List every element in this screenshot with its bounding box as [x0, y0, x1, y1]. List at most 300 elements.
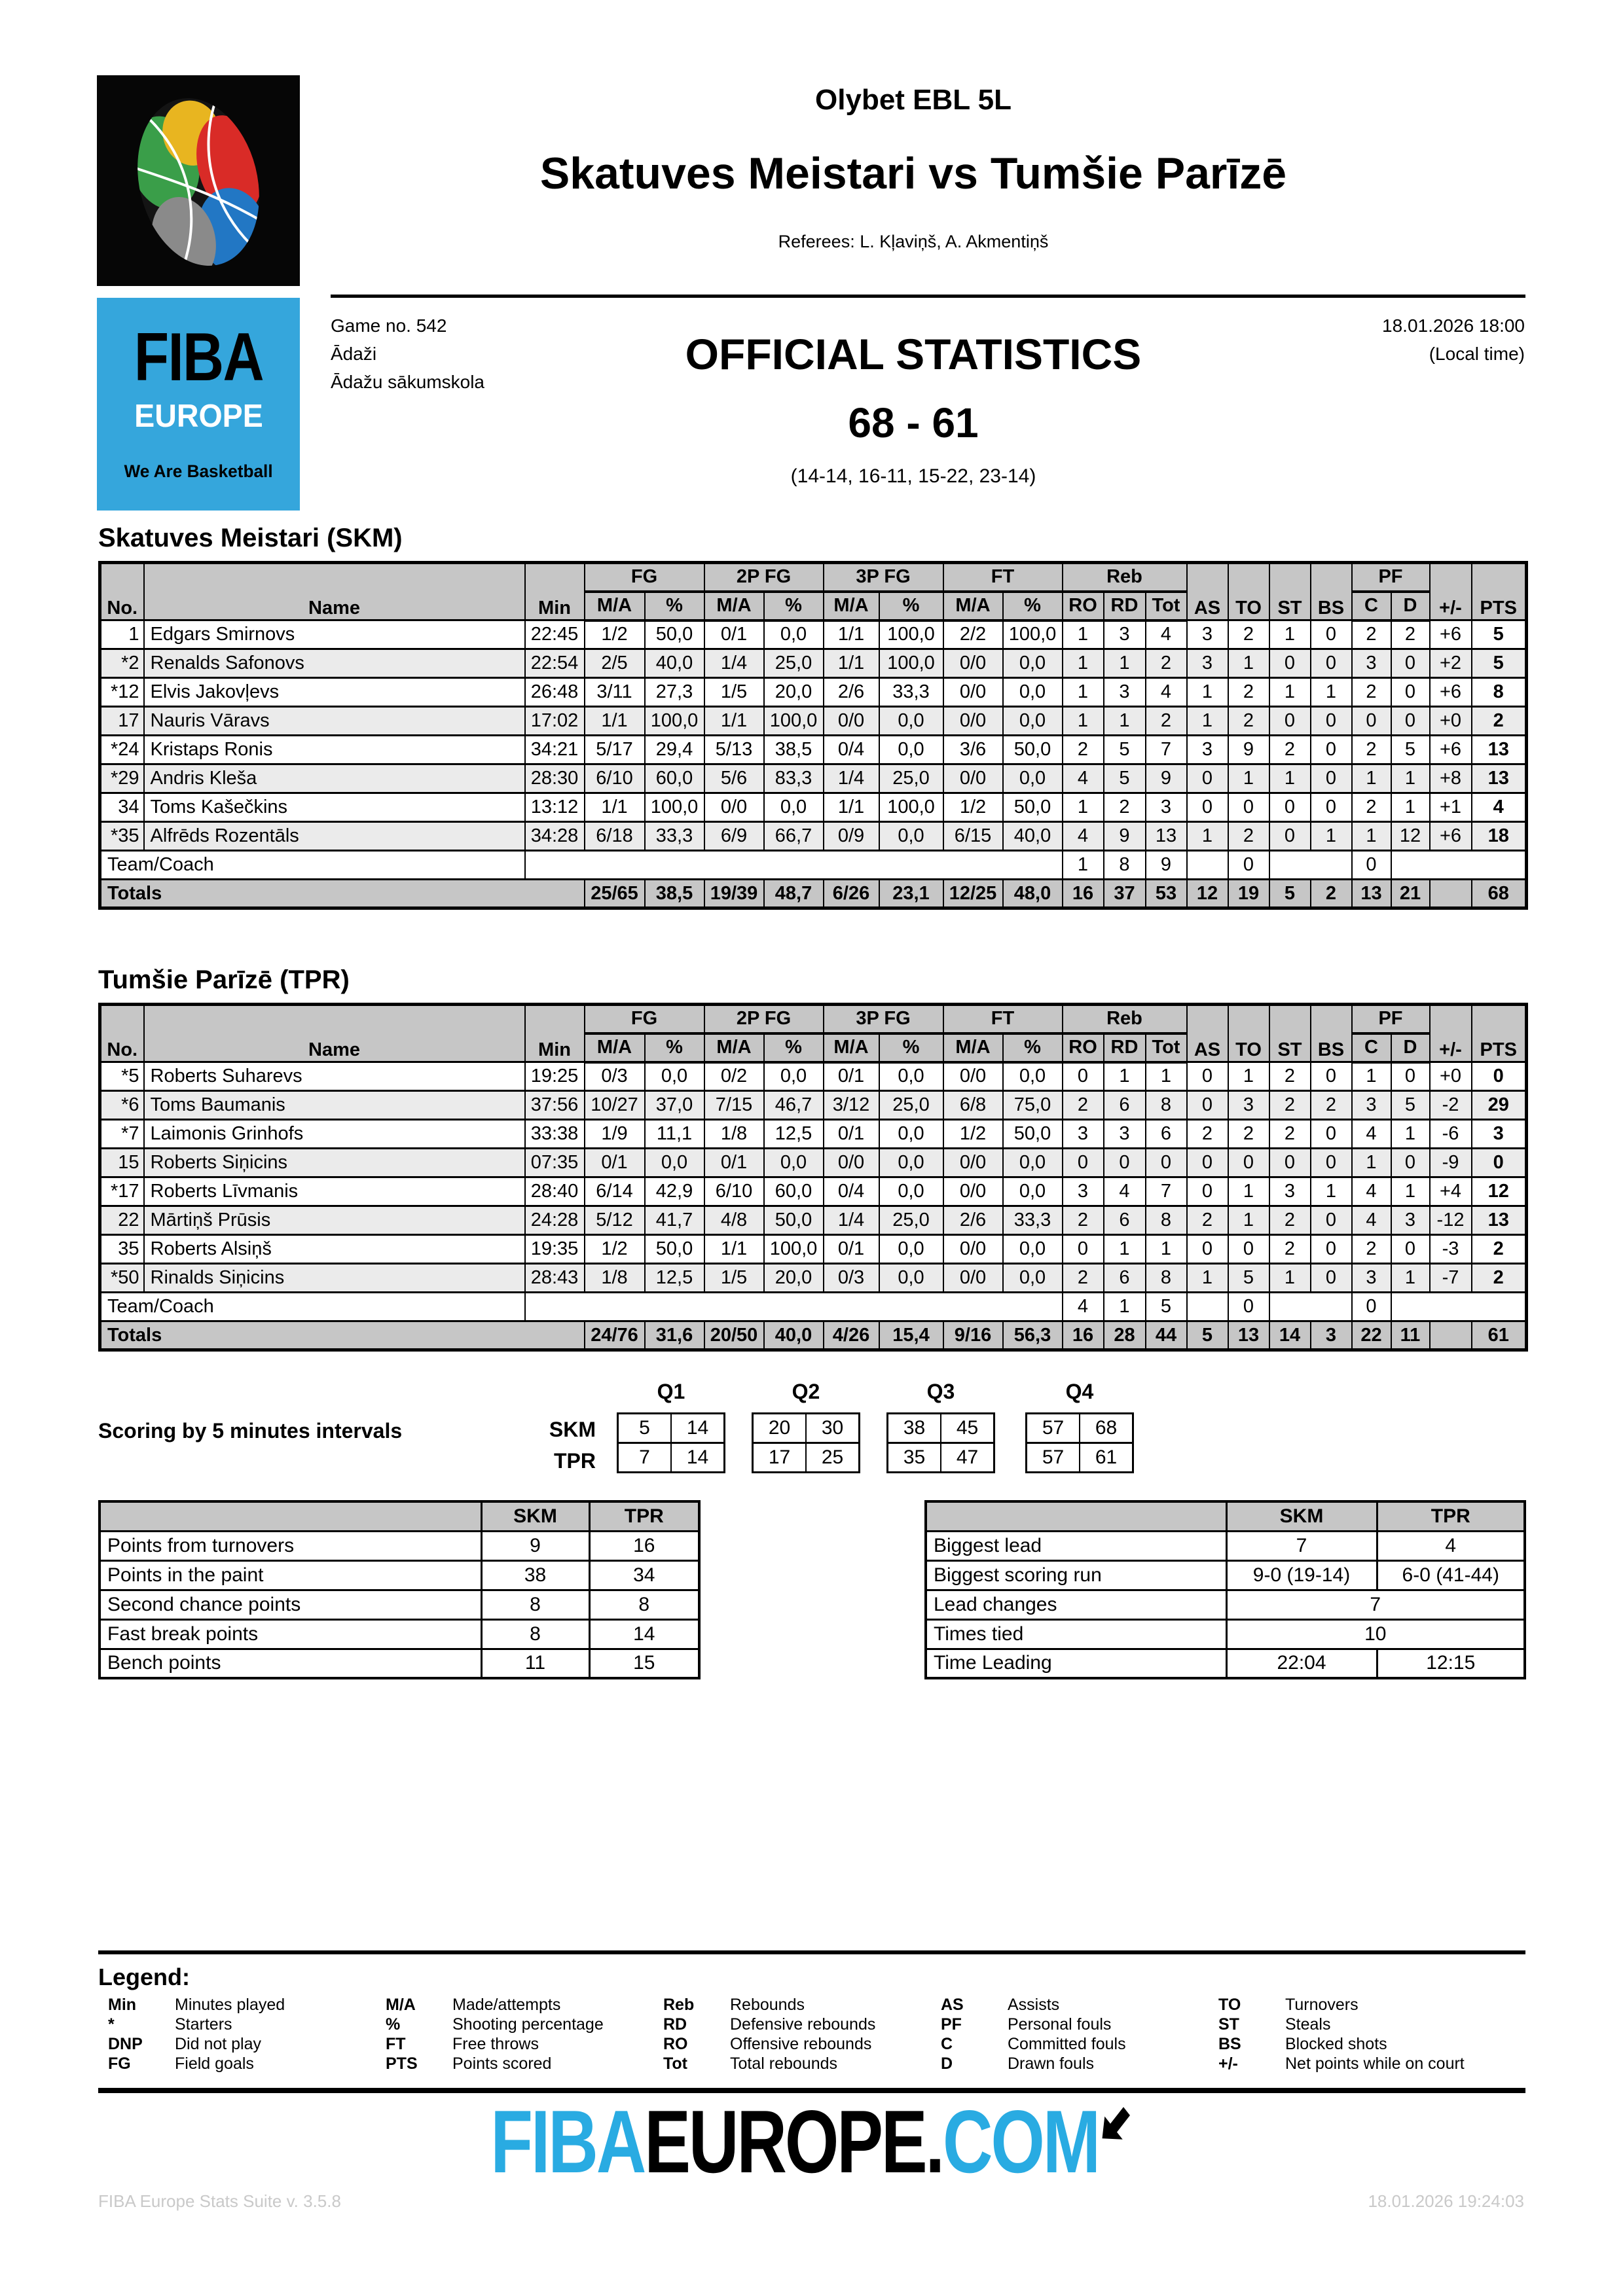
- legend-item: [1218, 2034, 1496, 2054]
- stat-cell: 0: [1187, 1149, 1228, 1177]
- group-3pfg: 3P FG: [824, 1005, 943, 1033]
- stat-cell: 2: [1269, 1235, 1311, 1264]
- stat-cell: 0: [1311, 736, 1352, 764]
- stat-cell: 0: [1311, 764, 1352, 793]
- legend-item: [663, 2015, 941, 2034]
- stat-cell: 1/4: [704, 649, 764, 678]
- stat-cell: 1: [1391, 1177, 1430, 1206]
- stat-cell: 22: [1352, 1321, 1391, 1350]
- stat-cell: 4: [1104, 1177, 1146, 1206]
- stat-cell: 07:35: [525, 1149, 585, 1177]
- stat-cell: 3: [1104, 1120, 1146, 1149]
- stat-cell: 13: [1472, 1206, 1527, 1235]
- legend-item: [108, 2034, 386, 2054]
- legend-item: [663, 2034, 941, 2054]
- legend-definition: Net points while on court: [1285, 2054, 1465, 2073]
- stat-cell: 1/9: [585, 1120, 645, 1149]
- matchup-title: Skatuves Meistari vs Tumšie Parīzē: [539, 149, 1287, 198]
- stat-cell: 1/2: [943, 793, 1003, 822]
- stat-cell: 0,0: [1003, 649, 1063, 678]
- stat-cell: 6: [1146, 1120, 1187, 1149]
- stat-cell: 48,0: [1003, 880, 1063, 908]
- stat-cell: 3/6: [943, 736, 1003, 764]
- stat-cell: 3: [1269, 1177, 1311, 1206]
- col-pct: %: [645, 592, 704, 620]
- summary-row: [100, 1531, 699, 1560]
- stat-cell: 6: [1104, 1091, 1146, 1120]
- skm-quarter-scores: [1025, 1412, 1134, 1444]
- stat-cell: +6: [1430, 822, 1472, 851]
- stat-cell: [1187, 1293, 1228, 1321]
- stat-cell: 0/9: [824, 822, 879, 851]
- stat-cell: 21: [1391, 880, 1430, 908]
- fiba-logo-text: FIBA: [134, 319, 263, 395]
- stat-cell: 0: [1228, 793, 1269, 822]
- stat-cell: 50,0: [1003, 1120, 1063, 1149]
- legend-abbr: PTS: [386, 2054, 418, 2073]
- stat-cell: 27,3: [645, 678, 704, 707]
- col-st: ST: [1269, 563, 1311, 620]
- stat-cell: 11,1: [645, 1120, 704, 1149]
- stat-cell: 0: [1187, 1235, 1228, 1264]
- stat-cell: 25,0: [879, 1206, 943, 1235]
- summary-label: Bench points: [100, 1649, 481, 1678]
- stat-cell: 13: [1228, 1321, 1269, 1350]
- stat-cell: 4: [1352, 1120, 1391, 1149]
- stat-cell: 0: [1391, 649, 1430, 678]
- col-tot: Tot: [1146, 592, 1187, 620]
- stat-cell: 2: [1352, 678, 1391, 707]
- stat-cell: 0,0: [879, 1177, 943, 1206]
- stat-cell: 3: [1063, 1177, 1104, 1206]
- stat-cell: 2: [1352, 736, 1391, 764]
- legend-column: [1218, 1995, 1496, 2073]
- legend-definition: Free throws: [452, 2034, 539, 2053]
- stat-cell: 0/4: [824, 1177, 879, 1206]
- stat-cell: 2: [1228, 707, 1269, 736]
- player-row: [100, 764, 1527, 793]
- score-cell: 7: [639, 1446, 650, 1468]
- stat-cell: 0: [1063, 1235, 1104, 1264]
- stat-cell: 5: [1104, 736, 1146, 764]
- tpr-value: 4: [1377, 1531, 1525, 1560]
- stat-cell: 0: [1063, 1149, 1104, 1177]
- stat-cell: 46,7: [764, 1091, 824, 1120]
- stat-cell: 9: [1146, 851, 1187, 880]
- col-bs: BS: [1311, 1005, 1352, 1062]
- player-name: Nauris Vāravs: [144, 707, 525, 736]
- stat-cell: 0/0: [943, 764, 1003, 793]
- player-row: [100, 793, 1527, 822]
- stat-cell: 1: [1391, 764, 1430, 793]
- stat-cell: 28:30: [525, 764, 585, 793]
- totals-row: [100, 1321, 1527, 1350]
- stat-cell: 7: [1146, 736, 1187, 764]
- stat-cell: 28:43: [525, 1264, 585, 1293]
- quarter-label: Q2: [792, 1380, 820, 1403]
- player-name: Roberts Suharevs: [144, 1062, 525, 1091]
- stat-cell: 1: [1063, 851, 1104, 880]
- legend-definition: Total rebounds: [730, 2054, 838, 2073]
- stat-cell: 0,0: [645, 1149, 704, 1177]
- stat-cell: +6: [1430, 678, 1472, 707]
- stat-cell: 7/15: [704, 1091, 764, 1120]
- stat-cell: 0: [1269, 649, 1311, 678]
- team-coach-row: [100, 851, 1527, 880]
- legend-column: [663, 1995, 941, 2073]
- legend-item: [386, 2054, 663, 2073]
- player-number: *35: [100, 822, 144, 851]
- stat-cell: 33,3: [645, 822, 704, 851]
- stat-cell: [1430, 1321, 1472, 1350]
- stat-cell: 0: [1187, 793, 1228, 822]
- player-name: Roberts Siņicins: [144, 1149, 525, 1177]
- legend-definition: Offensive rebounds: [730, 2034, 872, 2053]
- stat-cell: 19:35: [525, 1235, 585, 1264]
- stat-cell: 4: [1472, 793, 1527, 822]
- stats-suite-version: FIBA Europe Stats Suite v. 3.5.8: [98, 2191, 341, 2211]
- stat-cell: 0: [1311, 793, 1352, 822]
- legend-item: [941, 2054, 1218, 2073]
- legend-abbr: BS: [1218, 2034, 1241, 2053]
- stat-cell: -12: [1430, 1206, 1472, 1235]
- col-ma: M/A: [943, 592, 1003, 620]
- summary-header-row: [926, 1501, 1525, 1531]
- tpr-column-header: TPR: [1377, 1501, 1525, 1531]
- skm-stats-table: [98, 561, 1528, 910]
- stat-cell: 19:25: [525, 1062, 585, 1091]
- stat-cell: 0/1: [824, 1235, 879, 1264]
- col-ro: RO: [1063, 592, 1104, 620]
- legend-item: [663, 2054, 941, 2073]
- stat-cell: 50,0: [764, 1206, 824, 1235]
- legend-definition: Minutes played: [175, 1995, 285, 2014]
- stat-cell: 8: [1146, 1091, 1187, 1120]
- skm-value: 7: [1226, 1531, 1377, 1560]
- stat-cell: 1: [1146, 1062, 1187, 1091]
- legend-definition: Starters: [175, 2015, 232, 2034]
- col-min: Min: [525, 1005, 585, 1062]
- logo-europe-part: EUROPE: [644, 2092, 926, 2191]
- stat-cell: 2: [1391, 620, 1430, 649]
- legend-abbr: Reb: [663, 1995, 695, 2014]
- stat-cell: 13:12: [525, 793, 585, 822]
- col-min: Min: [525, 563, 585, 620]
- stat-cell: 61: [1472, 1321, 1527, 1350]
- stat-cell: 2: [1228, 620, 1269, 649]
- stat-cell: +1: [1430, 793, 1472, 822]
- stat-cell: 4/8: [704, 1206, 764, 1235]
- stat-cell: 50,0: [645, 1235, 704, 1264]
- stat-cell: 1: [1063, 678, 1104, 707]
- legend-definition: Turnovers: [1285, 1995, 1359, 2014]
- summary-row: [926, 1619, 1525, 1649]
- stat-cell: +6: [1430, 736, 1472, 764]
- stat-cell: 0,0: [879, 1120, 943, 1149]
- stat-cell: 0: [1187, 1177, 1228, 1206]
- col-plusminus: +/-: [1430, 563, 1472, 620]
- stat-cell: 1: [1311, 822, 1352, 851]
- skm-quarter-scores: [752, 1412, 860, 1444]
- stat-cell: 0/1: [704, 1149, 764, 1177]
- col-as: AS: [1187, 1005, 1228, 1062]
- player-number: *2: [100, 649, 144, 678]
- stat-cell: 0/0: [943, 1062, 1003, 1091]
- stat-cell: 0,0: [879, 1062, 943, 1091]
- legend-abbr: M/A: [386, 1995, 416, 2014]
- totals-label: Totals: [100, 880, 585, 908]
- tpr-stats-table: [98, 1003, 1528, 1352]
- stat-cell: 8: [1472, 678, 1527, 707]
- stat-cell: 1: [1228, 1206, 1269, 1235]
- stat-cell: 83,3: [764, 764, 824, 793]
- stat-cell: 56,3: [1003, 1321, 1063, 1350]
- stat-cell: 1: [1104, 1235, 1146, 1264]
- stat-cell: 0: [1228, 1293, 1269, 1321]
- stat-cell: 3/12: [824, 1091, 879, 1120]
- legend-column: [941, 1995, 1218, 2073]
- score-cell: 17: [768, 1446, 791, 1468]
- stat-cell: 3: [1391, 1206, 1430, 1235]
- stat-cell: 3/11: [585, 678, 645, 707]
- stat-cell: 100,0: [1003, 620, 1063, 649]
- legend-abbr: D: [941, 2054, 953, 2073]
- stat-cell: -2: [1430, 1091, 1472, 1120]
- legend-abbr: Tot: [663, 2054, 688, 2073]
- legend-item: [386, 1995, 663, 2015]
- stat-cell: 1/2: [585, 1235, 645, 1264]
- summary-label: Points from turnovers: [100, 1531, 481, 1560]
- stat-cell: 9: [1104, 822, 1146, 851]
- quarter-label: Q3: [926, 1380, 955, 1403]
- legend-definition: Assists: [1008, 1995, 1060, 2014]
- col-pct: %: [764, 1033, 824, 1062]
- stat-cell: 0/0: [943, 649, 1003, 678]
- player-number: *7: [100, 1120, 144, 1149]
- player-number: 34: [100, 793, 144, 822]
- stat-cell: 0,0: [879, 1264, 943, 1293]
- stat-cell: 1: [1311, 1177, 1352, 1206]
- column-header: [926, 1501, 1226, 1531]
- player-number: *29: [100, 764, 144, 793]
- col-no: No.: [100, 563, 144, 620]
- player-number: 17: [100, 707, 144, 736]
- scoring-skm-label: SKM: [549, 1418, 596, 1441]
- fiba-europe-logo: [97, 298, 300, 511]
- stat-cell: 5: [1269, 880, 1311, 908]
- player-number: *5: [100, 1062, 144, 1091]
- stat-cell: 33,3: [1003, 1206, 1063, 1235]
- stat-cell: 2/6: [943, 1206, 1003, 1235]
- legend-item: [1218, 2015, 1496, 2034]
- stat-cell: 34:28: [525, 822, 585, 851]
- stat-cell: 9: [1146, 764, 1187, 793]
- stat-cell: 1: [1391, 1264, 1430, 1293]
- scoring-intervals-label: Scoring by 5 minutes intervals: [98, 1419, 403, 1443]
- stat-cell: 0: [1311, 649, 1352, 678]
- stat-cell: 40,0: [764, 1321, 824, 1350]
- stat-cell: 20,0: [764, 678, 824, 707]
- stat-cell: 11: [1391, 1321, 1430, 1350]
- stat-cell: 75,0: [1003, 1091, 1063, 1120]
- stat-cell: 1: [1104, 707, 1146, 736]
- print-timestamp: 18.01.2026 19:24:03: [1368, 2191, 1524, 2211]
- stat-cell: 2: [1187, 1120, 1228, 1149]
- col-st: ST: [1269, 1005, 1311, 1062]
- team-points-summary-table: [98, 1500, 701, 1679]
- stat-cell: 3: [1187, 736, 1228, 764]
- stat-cell: 0/0: [824, 1149, 879, 1177]
- stat-cell: 1/1: [824, 620, 879, 649]
- stat-cell: 0,0: [764, 793, 824, 822]
- stat-cell: 0: [1228, 1149, 1269, 1177]
- legend-abbr: FT: [386, 2034, 406, 2053]
- legend-abbr: ST: [1218, 2015, 1239, 2034]
- stat-cell: 2: [1146, 649, 1187, 678]
- stat-cell: 1/1: [585, 793, 645, 822]
- stat-cell: 0: [1063, 1062, 1104, 1091]
- stat-cell: 1: [1311, 678, 1352, 707]
- skm-team-title: Skatuves Meistari (SKM): [98, 524, 403, 552]
- stat-cell: 0: [1311, 707, 1352, 736]
- stat-cell: 2/2: [943, 620, 1003, 649]
- player-row: [100, 1149, 1527, 1177]
- stat-cell: 3: [1187, 620, 1228, 649]
- local-time-note: (Local time): [1429, 344, 1525, 364]
- shared-value: 10: [1226, 1619, 1525, 1649]
- stat-cell: 1/1: [704, 707, 764, 736]
- stat-cell: 0/0: [704, 793, 764, 822]
- stat-cell: 0/0: [943, 1235, 1003, 1264]
- stat-cell: 20/50: [704, 1321, 764, 1350]
- stat-cell: 0/0: [943, 707, 1003, 736]
- stat-cell: 4: [1352, 1206, 1391, 1235]
- stat-cell: 1/1: [585, 707, 645, 736]
- stat-cell: 0: [1352, 1293, 1391, 1321]
- legend: [108, 1995, 1496, 2073]
- player-name: Roberts Līvmanis: [144, 1177, 525, 1206]
- page-title: OFFICIAL STATISTICS: [685, 330, 1142, 378]
- col-name: Name: [144, 563, 525, 620]
- stat-cell: 5/12: [585, 1206, 645, 1235]
- stat-cell: 60,0: [645, 764, 704, 793]
- summary-label: Biggest lead: [926, 1531, 1226, 1560]
- legend-column: [386, 1995, 663, 2073]
- stat-cell: 1/2: [943, 1120, 1003, 1149]
- stat-cell: [1187, 851, 1228, 880]
- legend-abbr: RO: [663, 2034, 688, 2053]
- legend-divider: [98, 1950, 1525, 1954]
- legend-abbr: RD: [663, 2015, 687, 2034]
- stat-cell: 12,5: [764, 1120, 824, 1149]
- col-pct: %: [879, 1033, 943, 1062]
- group-reb: Reb: [1063, 1005, 1187, 1033]
- group-ft: FT: [943, 563, 1063, 592]
- stat-cell: 13: [1352, 880, 1391, 908]
- stat-cell: 1/1: [824, 649, 879, 678]
- stat-cell: 1: [1352, 1062, 1391, 1091]
- player-number: *17: [100, 1177, 144, 1206]
- player-row: [100, 1091, 1527, 1120]
- stat-cell: 20,0: [764, 1264, 824, 1293]
- stat-cell: [1430, 880, 1472, 908]
- stat-cell: 19: [1228, 880, 1269, 908]
- stat-cell: 3: [1472, 1120, 1527, 1149]
- col-tot: Tot: [1146, 1033, 1187, 1062]
- quarter-q1: [617, 1380, 725, 1473]
- stat-cell: 1: [1228, 649, 1269, 678]
- stat-cell: 2: [1311, 880, 1352, 908]
- stat-cell: 2: [1146, 707, 1187, 736]
- skm-value: 9: [481, 1531, 589, 1560]
- player-name: Kristaps Ronis: [144, 736, 525, 764]
- logo-tagline: We Are Basketball: [124, 461, 273, 481]
- skm-value: 38: [481, 1560, 589, 1590]
- stat-cell: 2: [1228, 678, 1269, 707]
- table-header: [100, 563, 1527, 620]
- stat-cell: 4: [1063, 822, 1104, 851]
- col-c: C: [1352, 1033, 1391, 1062]
- stat-cell: 0,0: [1003, 764, 1063, 793]
- stat-cell: 12/25: [943, 880, 1003, 908]
- tpr-value: 8: [589, 1590, 699, 1619]
- col-pct: %: [1003, 1033, 1063, 1062]
- stat-cell: 1: [1228, 1062, 1269, 1091]
- game-date: 18.01.2026 18:00: [1382, 315, 1525, 336]
- score-cell: 45: [940, 1414, 993, 1442]
- final-score: 68 - 61: [848, 399, 979, 446]
- player-name: Edgars Smirnovs: [144, 620, 525, 649]
- legend-item: [108, 1995, 386, 2015]
- totals-label: Totals: [100, 1321, 585, 1350]
- stat-cell: +4: [1430, 1177, 1472, 1206]
- stat-cell: 1: [1269, 620, 1311, 649]
- stat-cell: 29: [1472, 1091, 1527, 1120]
- league-title: Olybet EBL 5L: [815, 84, 1012, 116]
- stat-cell: 0: [1391, 1235, 1430, 1264]
- stat-cell: 13: [1472, 764, 1527, 793]
- col-pts: PTS: [1472, 563, 1527, 620]
- stat-cell: 0: [1311, 1235, 1352, 1264]
- stat-cell: 0,0: [764, 620, 824, 649]
- stat-cell: 40,0: [1003, 822, 1063, 851]
- stat-cell: 3: [1104, 620, 1146, 649]
- player-name: Toms Kašečkins: [144, 793, 525, 822]
- stat-cell: 1: [1187, 1264, 1228, 1293]
- col-d: D: [1391, 1033, 1430, 1062]
- stat-cell: 0: [1311, 620, 1352, 649]
- stat-cell: 0,0: [879, 822, 943, 851]
- stat-cell: 2: [1472, 1264, 1527, 1293]
- game-flow-summary-table: [924, 1500, 1526, 1679]
- stat-cell: 24:28: [525, 1206, 585, 1235]
- team-coach-label: Team/Coach: [100, 1293, 525, 1321]
- stat-cell: 41,7: [645, 1206, 704, 1235]
- stat-cell: -6: [1430, 1120, 1472, 1149]
- stat-cell: 100,0: [764, 1235, 824, 1264]
- referees-line: Referees: L. Kļaviņš, A. Akmentiņš: [778, 232, 1049, 251]
- stat-cell: 0: [1311, 1264, 1352, 1293]
- col-ma: M/A: [824, 592, 879, 620]
- team-coach-label: Team/Coach: [100, 851, 525, 880]
- quarter-label: Q4: [1065, 1380, 1094, 1403]
- stat-cell: [1269, 1293, 1352, 1321]
- score-cell: 61: [1079, 1444, 1132, 1471]
- stat-cell: 0: [1187, 1062, 1228, 1091]
- stat-cell: 26:48: [525, 678, 585, 707]
- fibaeurope-com-logo: [0, 2092, 1623, 2191]
- legend-definition: Blocked shots: [1285, 2034, 1387, 2053]
